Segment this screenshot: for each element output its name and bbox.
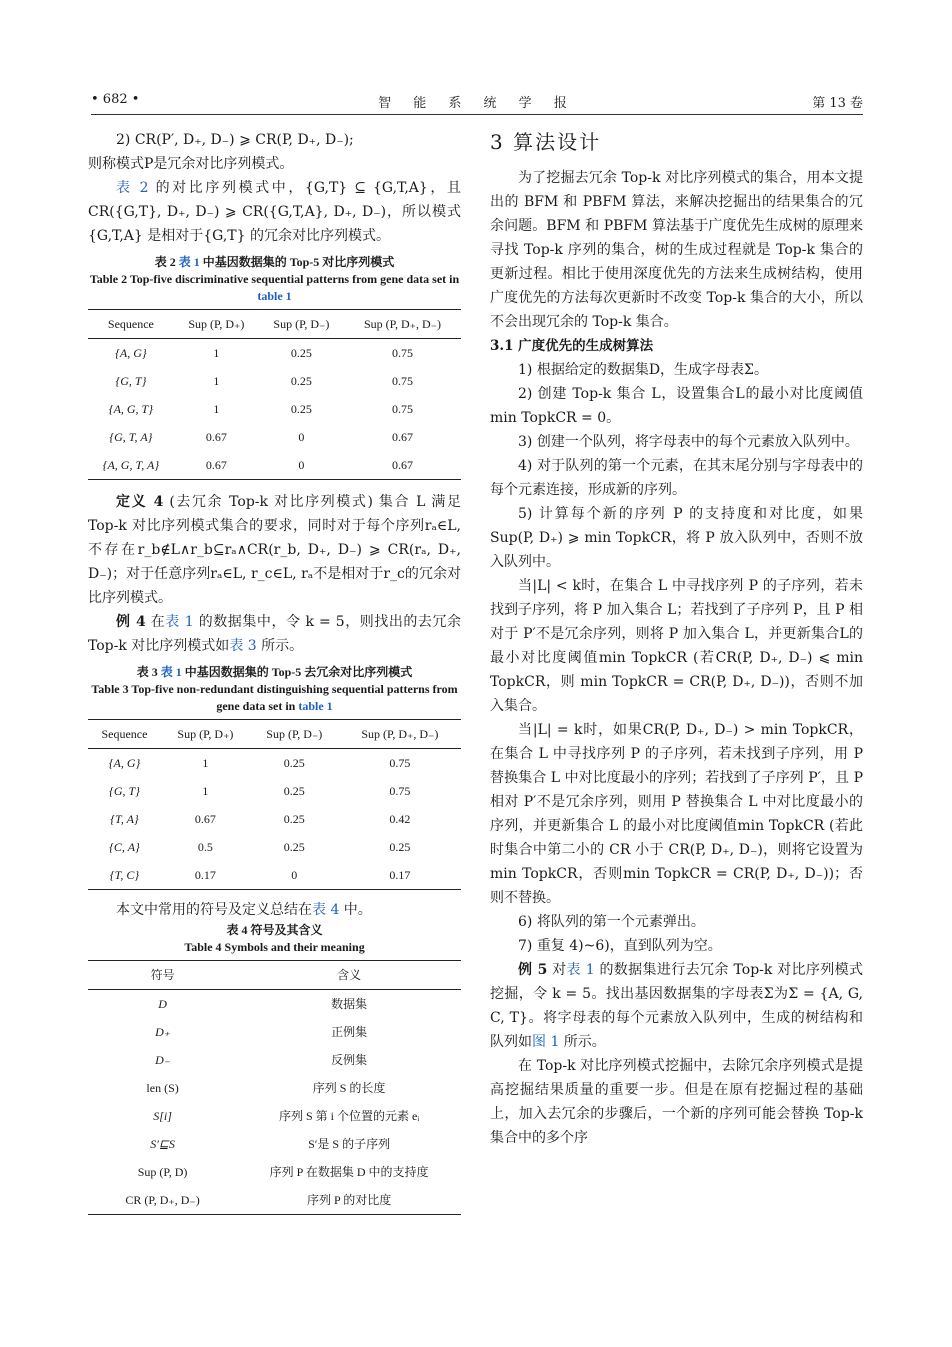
step-4: 4) 对于队列的第一个元素，在其末尾分别与字母表中的每个元素连接，形成新的序列。 xyxy=(490,458,863,498)
journal-name: 智 能 系 统 学 报 xyxy=(378,96,576,111)
column-header: Sup (P, D₋) xyxy=(266,727,323,741)
table-header-row xyxy=(88,720,461,749)
column-header: Sequence xyxy=(101,727,148,741)
step-2: 2) 创建 Top-k 集合 L，设置集合L的最小对比度阈值min TopkCR = 0。 xyxy=(490,386,863,426)
table-row: S[i] 序列 S 第 i 个位置的元素 eᵢ xyxy=(153,1109,420,1123)
table-row: {G, T} 1 0.25 0.75 xyxy=(115,374,413,388)
column-header: Sup (P, D₋) xyxy=(273,317,330,331)
table1-link[interactable]: 表 1 xyxy=(160,665,182,679)
definition-4: 定义 4 (去冗余 Top-k 对比序列模式) 集合 L 满足 Top-k 对比序列模式集合的要求，同时对于每个序列rₐ∈L, 不存在r_b∉L∧r_b⊆rₐ∧CR(r_b, D₊, D₋) ⩾ CR(rₐ, D₊, D₋)；对于任意序列rₐ∈L, r_c∈L, rₐ不是相对于r_c的冗余对比序列模式。 xyxy=(88,494,461,606)
table-row: {G, T, A} 0.67 0 0.67 xyxy=(109,430,413,444)
table3-caption: 表 3 表 1 中基因数据集的 Top-5 去冗余对比序列模式 Table 3 Top-five non-redundant distinguishing sequential patterns from gene data set in table 1 xyxy=(91,665,458,713)
step-7: 7) 重复 4)~6)，直到队列为空。 xyxy=(518,938,722,954)
table-row: D₊ 正例集 xyxy=(155,1025,368,1039)
table2-link[interactable]: 表 2 xyxy=(116,180,149,196)
table2 xyxy=(88,309,461,480)
step-5-case-equal: 当|L| = k时，如果CR(P, D₊, D₋) > min TopkCR，在集合 L 中寻找序列 P 的子序列，若未找到子序列，用 P 替换集合 L 中对比度最小的序列；若找到了子序列 P′，且 P 相对 P′不是冗余序列，则用 P 替换集合 L 中对比度最小的序列，并更新集合 L 的最小对比度阈值min TopkCR (若此时集合中第二小的 CR 小于 CR(P, D₊, D₋)，则将它设置为 min TopkCR，否则min TopkCR = CR(P, D₊, D₋))；否则不替换。 xyxy=(490,722,863,906)
example-5: 例 5 对表 1 的数据集进行去冗余 Top-k 对比序列模式挖掘，令 k = 5。找出基因数据集的字母表Σ为Σ = {A, G, C, T}。将字母表的每个元素放入队列中，生成的树结构和队列如图 1 所示。 xyxy=(490,962,863,1050)
page-number: • 682 • xyxy=(91,92,140,107)
table-row: D₋ 反例集 xyxy=(155,1053,368,1067)
definition-4-title: 定义 4 xyxy=(116,494,164,510)
table-row: S′⊑S S′是 S 的子序列 xyxy=(150,1137,391,1151)
column-header: Sup (P, D₊) xyxy=(188,317,245,331)
subsection-title: 3.1 广度优先的生成树算法 xyxy=(490,338,654,354)
symbols-intro: 本文中常用的符号及定义总结在表 4 中。 xyxy=(116,902,372,918)
table-row: {A, G} 1 0.25 0.75 xyxy=(115,346,413,360)
table4 xyxy=(88,960,461,1215)
table1-link[interactable]: table 1 xyxy=(298,699,333,713)
step-1: 1) 根据给定的数据集D，生成字母表Σ。 xyxy=(518,362,768,378)
table3 xyxy=(88,719,461,890)
table1-link[interactable]: table 1 xyxy=(257,289,292,303)
table-row: {T, C} 0.17 0 0.17 xyxy=(88,861,461,890)
table-header-row xyxy=(88,310,461,339)
section-intro: 为了挖掘去冗余 Top-k 对比序列模式的集合，用本文提出的 BFM 和 PBFM 算法，来解决挖掘出的结果集合的冗余问题。BFM 和 PBFM 算法基于广度优先生成树的原理来寻找 Top-k 序列的集合，树的生成过程就是 Top-k 集合的更新过程。相比于使用深度优先的方法来生成树结构，使用广度优先的方法每次更新时不改变 Top-k 集合的大小，所以不会出现冗余的 Top-k 集合。 xyxy=(490,170,863,330)
table4-link[interactable]: 表 4 xyxy=(312,902,340,918)
table1-link[interactable]: 表 1 xyxy=(566,962,595,978)
table-row: Sup (P, D) 序列 P 在数据集 D 中的支持度 xyxy=(137,1165,429,1179)
column-header: Sup (P, D₊, D₋) xyxy=(361,727,439,741)
column-header: 符号 xyxy=(150,968,175,982)
table-row: {T, A} 0.67 0.25 0.42 xyxy=(110,812,411,826)
redundant-definition-line: 则称模式P是冗余对比序列模式。 xyxy=(88,156,294,172)
example-4: 例 4 在表 1 的数据集中，令 k = 5，则找出的去冗余 Top-k 对比序列模式如表 3 所示。 xyxy=(88,614,462,654)
closing-paragraph: 在 Top-k 对比序列模式挖掘中，去除冗余序列模式是提高挖掘结果质量的重要一步。但是在原有挖掘过程的基础上，加入去冗余的步骤后，一个新的序列可能会替换 Top-k 集合中的多个序 xyxy=(490,1058,863,1146)
table-row: {C, A} 0.5 0.25 0.25 xyxy=(109,840,411,854)
table2-explanation: 表 2 的对比序列模式中，{G,T} ⊆ {G,T,A}，且 CR({G,T}, D₊, D₋) ⩾ CR({G,T,A}, D₊, D₋)，所以模式 {G,T,A} 是相对于{G,T} 的冗余对比序列模式。 xyxy=(88,180,461,244)
section-title: 3 算法设计 xyxy=(490,130,602,154)
table-row: len (S) 序列 S 的长度 xyxy=(146,1081,386,1095)
example-5-title: 例 5 xyxy=(518,962,548,978)
condition-line: 2) CR(P′, D₊, D₋) ⩾ CR(P, D₊, D₋); xyxy=(116,132,354,148)
column-header: Sequence xyxy=(107,317,154,331)
volume-label: 第 13 卷 xyxy=(812,96,863,111)
table-row: CR (P, D₊, D₋) 序列 P 的对比度 xyxy=(88,1186,461,1215)
figure1-link[interactable]: 图 1 xyxy=(532,1034,560,1050)
column-header: Sup (P, D₊) xyxy=(177,727,234,741)
left-column xyxy=(88,128,461,1215)
table4-caption: 表 4 符号及其含义 Table 4 Symbols and their meaning xyxy=(184,923,365,954)
column-header: 含义 xyxy=(337,968,362,982)
step-6: 6) 将队列的第一个元素弹出。 xyxy=(518,914,705,930)
table-row: {A, G} 1 0.25 0.75 xyxy=(108,756,411,770)
step-5: 5) 计算每个新的序列 P 的支持度和对比度，如果Sup(P, D₊) ⩾ min TopkCR，将 P 放入队列中，否则不放入队列中。 xyxy=(490,506,863,570)
table-header-row xyxy=(88,961,461,990)
table-row: D 数据集 xyxy=(158,997,368,1011)
page-header xyxy=(91,92,863,115)
table-row: {A, G, T, A} 0.67 0 0.67 xyxy=(88,451,461,480)
column-header: Sup (P, D₊, D₋) xyxy=(363,317,441,331)
table1-link[interactable]: 表 1 xyxy=(178,255,200,269)
right-column xyxy=(490,128,863,1150)
table2-caption: 表 2 表 1 中基因数据集的 Top-5 对比序列模式 Table 2 Top-five discriminative sequential patterns from gene data set in table 1 xyxy=(89,255,460,303)
table-row: {G, T} 1 0.25 0.75 xyxy=(109,784,411,798)
example-4-title: 例 4 xyxy=(116,614,146,630)
step-3: 3) 创建一个队列，将字母表中的每个元素放入队列中。 xyxy=(518,434,859,450)
table-row: {A, G, T} 1 0.25 0.75 xyxy=(108,402,413,416)
table1-link[interactable]: 表 1 xyxy=(165,614,194,630)
step-5-case-less: 当|L| < k时，在集合 L 中寻找序列 P 的子序列，若未找到子序列，将 P 加入集合 L；若找到了子序列 P，且 P 相对于 P′不是冗余序列，则将 P 加入集合 L，并更新集合L的最小对比度阈值min TopkCR (若CR(P, D₊, D₋) ⩽ min TopkCR，则 min TopkCR = CR(P, D₊, D₋))，否则不加入集合。 xyxy=(490,578,863,714)
table3-link[interactable]: 表 3 xyxy=(229,638,257,654)
